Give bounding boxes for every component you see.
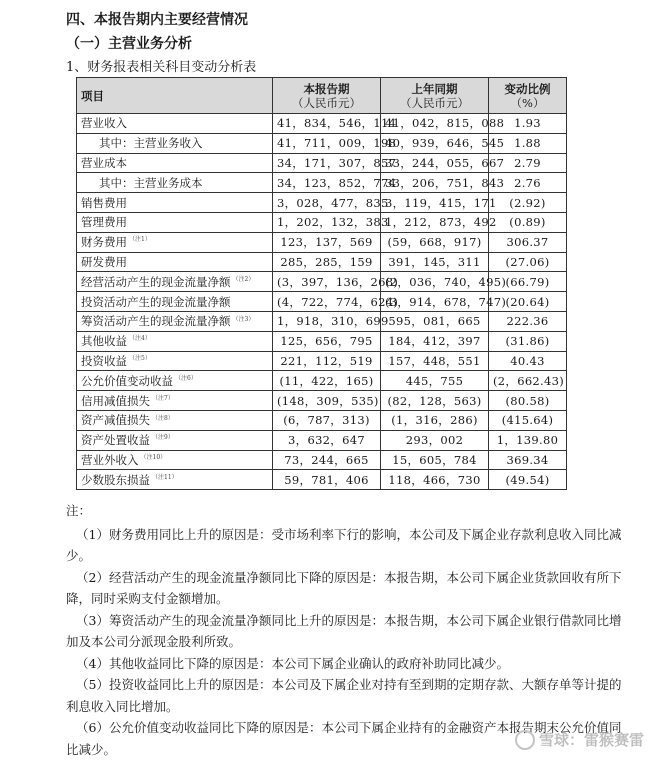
header-current bbox=[273, 78, 381, 114]
row-prior: 3，119，415，171 bbox=[381, 193, 489, 213]
table-row bbox=[77, 331, 567, 351]
watermark-text: 雪球：雷猴赛雷 bbox=[539, 729, 644, 750]
row-change: (2.92) bbox=[489, 193, 567, 213]
row-label: 公允价值变动收益 bbox=[81, 374, 173, 388]
row-current: (6，787，313) bbox=[273, 410, 381, 430]
table-row bbox=[77, 173, 567, 193]
header-prior bbox=[381, 78, 489, 114]
row-label-cell bbox=[77, 212, 273, 232]
row-prior: 41，042，815，088 bbox=[381, 114, 489, 134]
snowball-logo-icon bbox=[515, 730, 535, 750]
row-current: 34，123，852，774 bbox=[273, 173, 381, 193]
row-prior: 445，755 bbox=[381, 371, 489, 391]
row-label-cell bbox=[77, 430, 273, 450]
note-item: （2）经营活动产生的现金流量净额同比下降的原因是：本报告期，本公司下属企业货款回收有所下降，同时采购支付金额增加。 bbox=[66, 567, 626, 610]
row-label: 销售费用 bbox=[81, 196, 127, 210]
table-row bbox=[77, 410, 567, 430]
row-change: 1.88 bbox=[489, 133, 567, 153]
row-current: 73，244，665 bbox=[273, 450, 381, 470]
row-label-cell bbox=[77, 391, 273, 411]
table-row bbox=[77, 133, 567, 153]
header-change bbox=[489, 78, 567, 114]
row-change: 2.79 bbox=[489, 153, 567, 173]
row-change: (66.79) bbox=[489, 272, 567, 292]
row-label: 管理费用 bbox=[81, 215, 127, 229]
row-label-cell bbox=[77, 292, 273, 312]
row-label: 筹资活动产生的现金流量净额 bbox=[81, 314, 231, 328]
row-current: 1，918，310，699 bbox=[273, 311, 381, 331]
row-label-cell bbox=[77, 470, 273, 490]
table-row bbox=[77, 272, 567, 292]
row-note-ref: （注8） bbox=[152, 415, 174, 422]
table-row bbox=[77, 391, 567, 411]
row-current: (3，397，136，268) bbox=[273, 272, 381, 292]
row-change: 369.34 bbox=[489, 450, 567, 470]
header-prior-unit: （人民币元） bbox=[400, 96, 469, 110]
row-label: 资产减值损失 bbox=[81, 413, 150, 427]
row-current: 41，711，009，198 bbox=[273, 133, 381, 153]
row-label-cell bbox=[77, 351, 273, 371]
row-note-ref: （注3） bbox=[233, 316, 255, 323]
row-label-cell bbox=[77, 173, 273, 193]
header-change-unit: （%） bbox=[511, 96, 545, 110]
note-item: （6）公允价值变动收益同比下降的原因是：本公司下属企业持有的金融资产本报告期末公允价值同比减少。 bbox=[66, 717, 626, 760]
row-label-cell bbox=[77, 311, 273, 331]
table-row bbox=[77, 292, 567, 312]
row-change: (0.89) bbox=[489, 212, 567, 232]
row-prior: 118，466，730 bbox=[381, 470, 489, 490]
row-label-cell bbox=[77, 450, 273, 470]
row-label: 财务费用 bbox=[81, 235, 127, 249]
row-label-cell bbox=[77, 331, 273, 351]
header-item: 项目 bbox=[77, 78, 273, 114]
row-note-ref: （注4） bbox=[129, 335, 151, 342]
row-prior: 293，002 bbox=[381, 430, 489, 450]
notes-list bbox=[66, 524, 626, 760]
table-row bbox=[77, 470, 567, 490]
row-prior: (1，316，286) bbox=[381, 410, 489, 430]
row-label: 经营活动产生的现金流量净额 bbox=[81, 275, 231, 289]
row-label-cell bbox=[77, 371, 273, 391]
row-prior: 184，412，397 bbox=[381, 331, 489, 351]
row-label: 其中：主营业务收入 bbox=[99, 136, 203, 150]
header-current-unit: （人民币元） bbox=[292, 96, 361, 110]
row-prior: 1，212，873，492 bbox=[381, 212, 489, 232]
row-prior: 157，448，551 bbox=[381, 351, 489, 371]
notes-section bbox=[66, 500, 626, 760]
row-prior: 33，206，751，843 bbox=[381, 173, 489, 193]
row-current: 3，632，647 bbox=[273, 430, 381, 450]
row-current: (148，309，535) bbox=[273, 391, 381, 411]
row-change: 1.93 bbox=[489, 114, 567, 134]
header-prior-title: 上年同期 bbox=[385, 82, 484, 96]
row-change: (20.64) bbox=[489, 292, 567, 312]
row-label: 资产处置收益 bbox=[81, 433, 150, 447]
row-prior: 33，244，055，667 bbox=[381, 153, 489, 173]
row-change: 40.43 bbox=[489, 351, 567, 371]
note-item: （5）投资收益同比上升的原因是：本公司及下属企业对持有至到期的定期存款、大额存单等计提的利息收入同比增加。 bbox=[66, 674, 626, 717]
row-label-cell bbox=[77, 114, 273, 134]
header-current-title: 本报告期 bbox=[277, 82, 376, 96]
row-label: 营业外收入 bbox=[81, 453, 139, 467]
table-row bbox=[77, 114, 567, 134]
row-label-cell bbox=[77, 252, 273, 272]
table-row bbox=[77, 153, 567, 173]
row-current: (4，722，774，624) bbox=[273, 292, 381, 312]
table-row bbox=[77, 430, 567, 450]
table-row bbox=[77, 311, 567, 331]
row-note-ref: （注7） bbox=[152, 395, 174, 402]
note-item: （1）财务费用同比上升的原因是：受市场利率下行的影响，本公司及下属企业存款利息收入同比减少。 bbox=[66, 524, 626, 567]
table-title: 1、财务报表相关科目变动分析表 bbox=[66, 56, 256, 75]
row-label-cell bbox=[77, 232, 273, 252]
row-change: (27.06) bbox=[489, 252, 567, 272]
table-row bbox=[77, 232, 567, 252]
row-label: 投资活动产生的现金流量净额 bbox=[81, 295, 231, 309]
row-prior: (82，128，563) bbox=[381, 391, 489, 411]
row-current: 1，202，132，383 bbox=[273, 212, 381, 232]
header-change-title: 变动比例 bbox=[493, 82, 562, 96]
section-heading: 四、本报告期内主要经营情况 bbox=[66, 9, 248, 29]
table-row bbox=[77, 351, 567, 371]
table-body bbox=[77, 114, 567, 490]
note-item: （3）筹资活动产生的现金流量净额同比上升的原因是：本报告期，本公司下属企业银行借款同比增加及本公司分派现金股利所致。 bbox=[66, 610, 626, 653]
row-change: (31.86) bbox=[489, 331, 567, 351]
table-row bbox=[77, 371, 567, 391]
row-note-ref: （注9） bbox=[152, 434, 174, 441]
row-change: (2，662.43) bbox=[489, 371, 567, 391]
row-current: 59，781，406 bbox=[273, 470, 381, 490]
row-current: 41，834，546，114 bbox=[273, 114, 381, 134]
row-label: 投资收益 bbox=[81, 354, 127, 368]
row-current: 3，028，477，835 bbox=[273, 193, 381, 213]
row-prior: 391，145，311 bbox=[381, 252, 489, 272]
row-change: (49.54) bbox=[489, 470, 567, 490]
row-prior: 595，081，665 bbox=[381, 311, 489, 331]
row-label: 营业成本 bbox=[81, 156, 127, 170]
note-item: （4）其他收益同比下降的原因是：本公司下属企业确认的政府补助同比减少。 bbox=[66, 653, 626, 675]
row-label: 少数股东损益 bbox=[81, 473, 150, 487]
row-prior: 15，605，784 bbox=[381, 450, 489, 470]
row-current: 285，285，159 bbox=[273, 252, 381, 272]
table-row bbox=[77, 450, 567, 470]
row-label: 营业收入 bbox=[81, 116, 127, 130]
row-note-ref: （注6） bbox=[175, 375, 197, 382]
row-change: (80.58) bbox=[489, 391, 567, 411]
table-row bbox=[77, 252, 567, 272]
row-change: 306.37 bbox=[489, 232, 567, 252]
financial-table bbox=[76, 77, 567, 490]
table-row bbox=[77, 212, 567, 232]
row-change: 222.36 bbox=[489, 311, 567, 331]
row-current: 34，171，307，857 bbox=[273, 153, 381, 173]
row-current: 125，656，795 bbox=[273, 331, 381, 351]
notes-heading: 注： bbox=[66, 500, 626, 522]
row-current: (11，422，165) bbox=[273, 371, 381, 391]
row-change: 2.76 bbox=[489, 173, 567, 193]
row-label-cell bbox=[77, 410, 273, 430]
row-label-cell bbox=[77, 272, 273, 292]
row-prior: (2，036，740，495) bbox=[381, 272, 489, 292]
row-prior: 40，939，646，545 bbox=[381, 133, 489, 153]
row-label-cell bbox=[77, 153, 273, 173]
row-note-ref: （注1） bbox=[129, 236, 151, 243]
watermark bbox=[515, 729, 644, 750]
row-change: 1，139.80 bbox=[489, 430, 567, 450]
row-label-cell bbox=[77, 193, 273, 213]
row-label: 信用减值损失 bbox=[81, 394, 150, 408]
row-note-ref: （注2） bbox=[233, 276, 255, 283]
row-current: 221，112，519 bbox=[273, 351, 381, 371]
row-label: 研发费用 bbox=[81, 255, 127, 269]
row-change: (415.64) bbox=[489, 410, 567, 430]
row-note-ref: （注5） bbox=[129, 355, 151, 362]
row-label: 其中：主营业务成本 bbox=[99, 176, 203, 190]
row-note-ref: （注10） bbox=[141, 454, 167, 461]
table-row bbox=[77, 193, 567, 213]
row-prior: (3，914，678，747) bbox=[381, 292, 489, 312]
table-header-row bbox=[77, 78, 567, 114]
row-note-ref: （注11） bbox=[152, 474, 178, 481]
row-prior: (59，668，917) bbox=[381, 232, 489, 252]
subsection-heading: （一）主营业务分析 bbox=[66, 33, 192, 53]
row-label-cell bbox=[77, 133, 273, 153]
row-label: 其他收益 bbox=[81, 334, 127, 348]
row-current: 123，137，569 bbox=[273, 232, 381, 252]
